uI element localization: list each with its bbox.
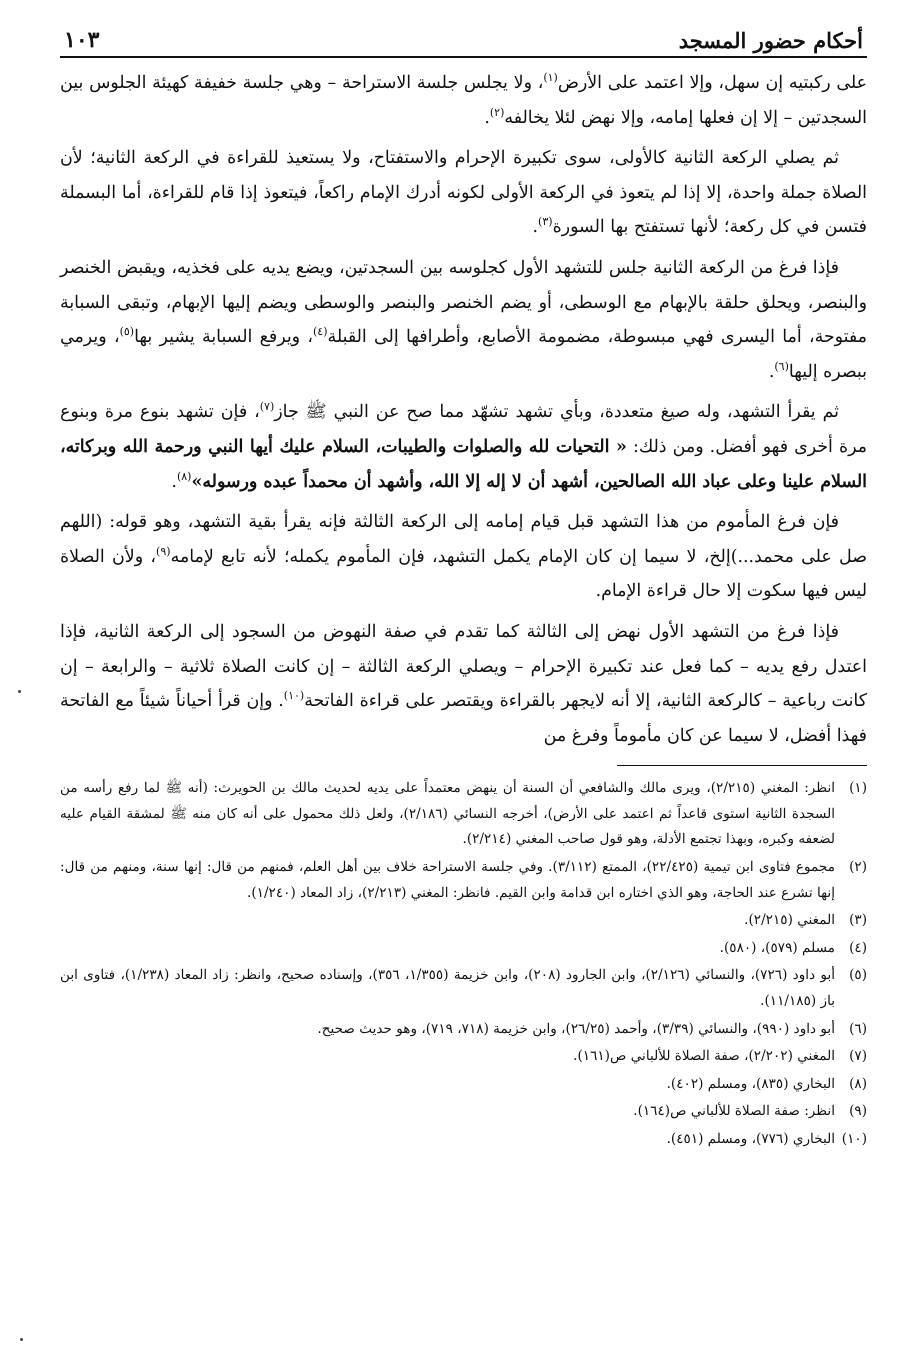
- scan-speck: [18, 690, 21, 693]
- running-header: [60, 22, 867, 58]
- footnote-item: [60, 855, 867, 906]
- footnote-ref[interactable]: (٩): [156, 544, 171, 558]
- footnote-ref[interactable]: (٣): [538, 215, 553, 229]
- paragraph: على ركبتيه إن سهل، وإلا اعتمد على الأرض$^{(١)}$، ولا يجلس جلسة الاستراحة – وهي جلسة خفيفة كهيئة الجلوس بين السجدتين – إلا إن فعلها إمامه، وإلا نهض لئلا يخالفه$^{(٢)}$.: [60, 71, 867, 128]
- footnote-item: [60, 963, 867, 1014]
- chapter-title: أحكام حضور المسجد: [678, 28, 863, 53]
- footnote-text: المغني (٢/٢١٥).: [744, 912, 835, 929]
- scan-speck: [20, 1338, 23, 1341]
- footnote-text: مسلم (٥٧٩)، (٥٨٠).: [719, 939, 835, 956]
- footnote-ref[interactable]: (٨): [176, 469, 192, 483]
- footnote-divider: [617, 765, 867, 766]
- footnote-text: أبو داود (٧٢٦)، والنسائي (٢/١٢٦)، وابن الجارود (٢٠٨)، وابن خزيمة (١/٣٥٥، ٣٥٦)، وإسناده صحيح، وانظر: زاد المعاد (١/٢٣٨)، فتاوى ابن باز (١١/١٨٥).: [60, 967, 836, 1010]
- footnote-number: (٩): [849, 1103, 867, 1120]
- paragraph: فإذا فرغ من التشهد الأول نهض إلى الثالثة كما تقدم في صفة النهوض من السجود إلى الركعة الثانية، فإذا اعتدل رفع يديه – كما فعل عند تكبيرة الإحرام – ويصلي الركعة الثالثة – إن كانت الصلاة ثلاثية – والرابعة – إن كانت رباعية – كالركعة الثانية، إلا أنه لايجهر بالقراءة ويقتصر على قراءة الفاتحة$^{(١٠)}$. وإن قرأ أحياناً شيئاً مع الفاتحة فهذا أفضل، لا سيما عن كان مأموماً وفرغ من: [60, 621, 867, 746]
- footnote-item: [60, 1017, 867, 1043]
- paragraph: فإن فرغ المأموم من هذا التشهد قبل قيام إمامه إلى الركعة الثالثة فإنه يقرأ بقية التشهد، وهو قوله: (اللهم صل على محمد...)إلخ، لا سيما إن كان الإمام يكمل التشهد، فإن المأموم يكمله؛ لأنه تابع لإمامه$^{(٩)}$، ولأن الصلاة ليس فيها سكوت إلا حال قراءة الإمام.: [60, 512, 867, 602]
- paragraph: ثم يقرأ التشهد، وله صيغ متعددة، وبأي تشهد تشهّد مما صح عن النبي ﷺ جاز$^{(٧)}$، فإن تشهد بنوع مرة وبنوع مرة أخرى فهو أفضل. ومن ذلك: « التحيات لله والصلوات والطيبات، السلام عليك أيها النبي ورحمة الله وبركاته، السلام علينا وعلى عباد الله الصالحين، أشهد أن لا إله إلا الله، وأشهد أن محمداً عبده ورسوله»$^{(٨)}$.: [60, 400, 867, 492]
- footnote-item: [60, 1072, 867, 1098]
- footnote-ref[interactable]: (٥): [119, 325, 135, 339]
- footnote-text: مجموع فتاوى ابن تيمية (٢٢/٤٢٥)، الممتع (٣/١١٢). وفي جلسة الاستراحة خلاف بين أهل العلم، فمنهم من قال: إنها سنة، ومنهم من قال: إنها تشرع عند الحاجة، وهو الذي اختاره ابن قدامة وابن القيم. فانظر: المغني (٢/٢١٣)، زاد المعاد (١/٢٤٠).: [60, 859, 835, 901]
- footnotes: [60, 776, 867, 1152]
- footnote-number: (٧): [849, 1048, 867, 1065]
- footnote-number: (٢): [849, 859, 867, 876]
- footnote-text: أبو داود (٩٩٠)، والنسائي (٣/٣٩)، وأحمد (٢٦/٢٥)، وابن خزيمة (٧١٨، ٧١٩)، وهو حديث صحيح.: [317, 1020, 835, 1037]
- footnote-number: (٤): [849, 939, 867, 956]
- footnote-text: البخاري (٨٣٥)، ومسلم (٤٠٢).: [666, 1075, 835, 1092]
- footnote-text: البخاري (٧٧٦)، ومسلم (٤٥١).: [666, 1131, 835, 1147]
- footnote-ref[interactable]: (١٠): [283, 689, 305, 703]
- tashahhud-quote: « التحيات لله والصلوات والطيبات، السلام عليك أيها النبي ورحمة الله وبركاته، السلام علينا وعلى عباد الله الصالحين، أشهد أن لا إله إلا الله، وأشهد أن محمداً عبده ورسوله»: [60, 436, 867, 492]
- footnote-ref[interactable]: (٦): [774, 359, 789, 373]
- footnote-item: [60, 776, 867, 853]
- footnote-number: (١): [849, 780, 867, 797]
- book-page: [60, 22, 867, 1155]
- paragraph: فإذا فرغ من الركعة الثانية جلس للتشهد الأول كجلوسه بين السجدتين، ويضع يديه على فخذيه، ويقبض الخنصر والبنصر، ويحلق حلقة بالإبهام مع الوسطى، أو يضم الخنصر والبنصر والوسطى ويضم إليها الإبهام، وتبقى السبابة مفتوحة، أما اليسرى فهي مبسوطة، مضمومة الأصابع، وأطرافها إلى القبلة$^{(٤)}$، ويرفع السبابة يشير بها$^{(٥)}$، ويرمي ببصره إليها$^{(٦)}$.: [60, 257, 867, 382]
- footnote-text: المغني (٢/٢٠٢)، صفة الصلاة للألباني ص(١٦١).: [573, 1048, 835, 1065]
- main-text: [60, 66, 867, 753]
- footnote-item: [60, 1127, 867, 1153]
- footnote-ref[interactable]: (٢): [489, 105, 505, 119]
- footnote-item: [60, 908, 867, 934]
- footnote-text: انظر: المغني (٢/٢١٥)، ويرى مالك والشافعي أن السنة أن ينهض معتمداً على يديه لحديث مالك بن الحويرث: (أنه ﷺ لما رفع رأسه من السجدة الثانية استوى قاعداً ثم اعتمد على الأرض)، أخرجه النسائي (٢/١٨٦)، ولعل ذلك محمول على أنه كان منه ﷺ لمشقة القيام عليه لضعفه وكبره، وبهذا تجتمع الأدلة، وهو قول صاحب المغني (٢/٢١٤).: [60, 780, 835, 848]
- footnote-ref[interactable]: (٤): [312, 325, 328, 339]
- footnote-number: (٣): [849, 912, 867, 929]
- footnote-number: (٦): [849, 1020, 867, 1037]
- footnote-number: (٨): [849, 1075, 867, 1092]
- footnote-text: انظر: صفة الصلاة للألباني ص(١٦٤).: [633, 1103, 835, 1120]
- footnote-ref[interactable]: (١): [543, 71, 558, 85]
- footnote-item: [60, 1099, 867, 1125]
- paragraph: ثم يصلي الركعة الثانية كالأولى، سوى تكبيرة الإحرام والاستفتاح، ولا يستعيذ للقراءة في الركعة الثانية؛ لأن الصلاة جملة واحدة، إلا إذا لم يتعوذ في الركعة الأولى لكونه أدرك الإمام راكعاً، فيتعوذ إذا قام للقراءة، أما البسملة فتسن في كل ركعة؛ لأنها تستفتح بها السورة$^{(٣)}$.: [60, 148, 867, 238]
- footnote-ref[interactable]: (٧): [259, 400, 275, 414]
- page-number: ١٠٣: [64, 27, 100, 53]
- footnote-item: [60, 1044, 867, 1070]
- footnote-item: [60, 936, 867, 962]
- footnote-number: (٥): [849, 967, 867, 984]
- footnote-number: (١٠): [841, 1131, 867, 1147]
